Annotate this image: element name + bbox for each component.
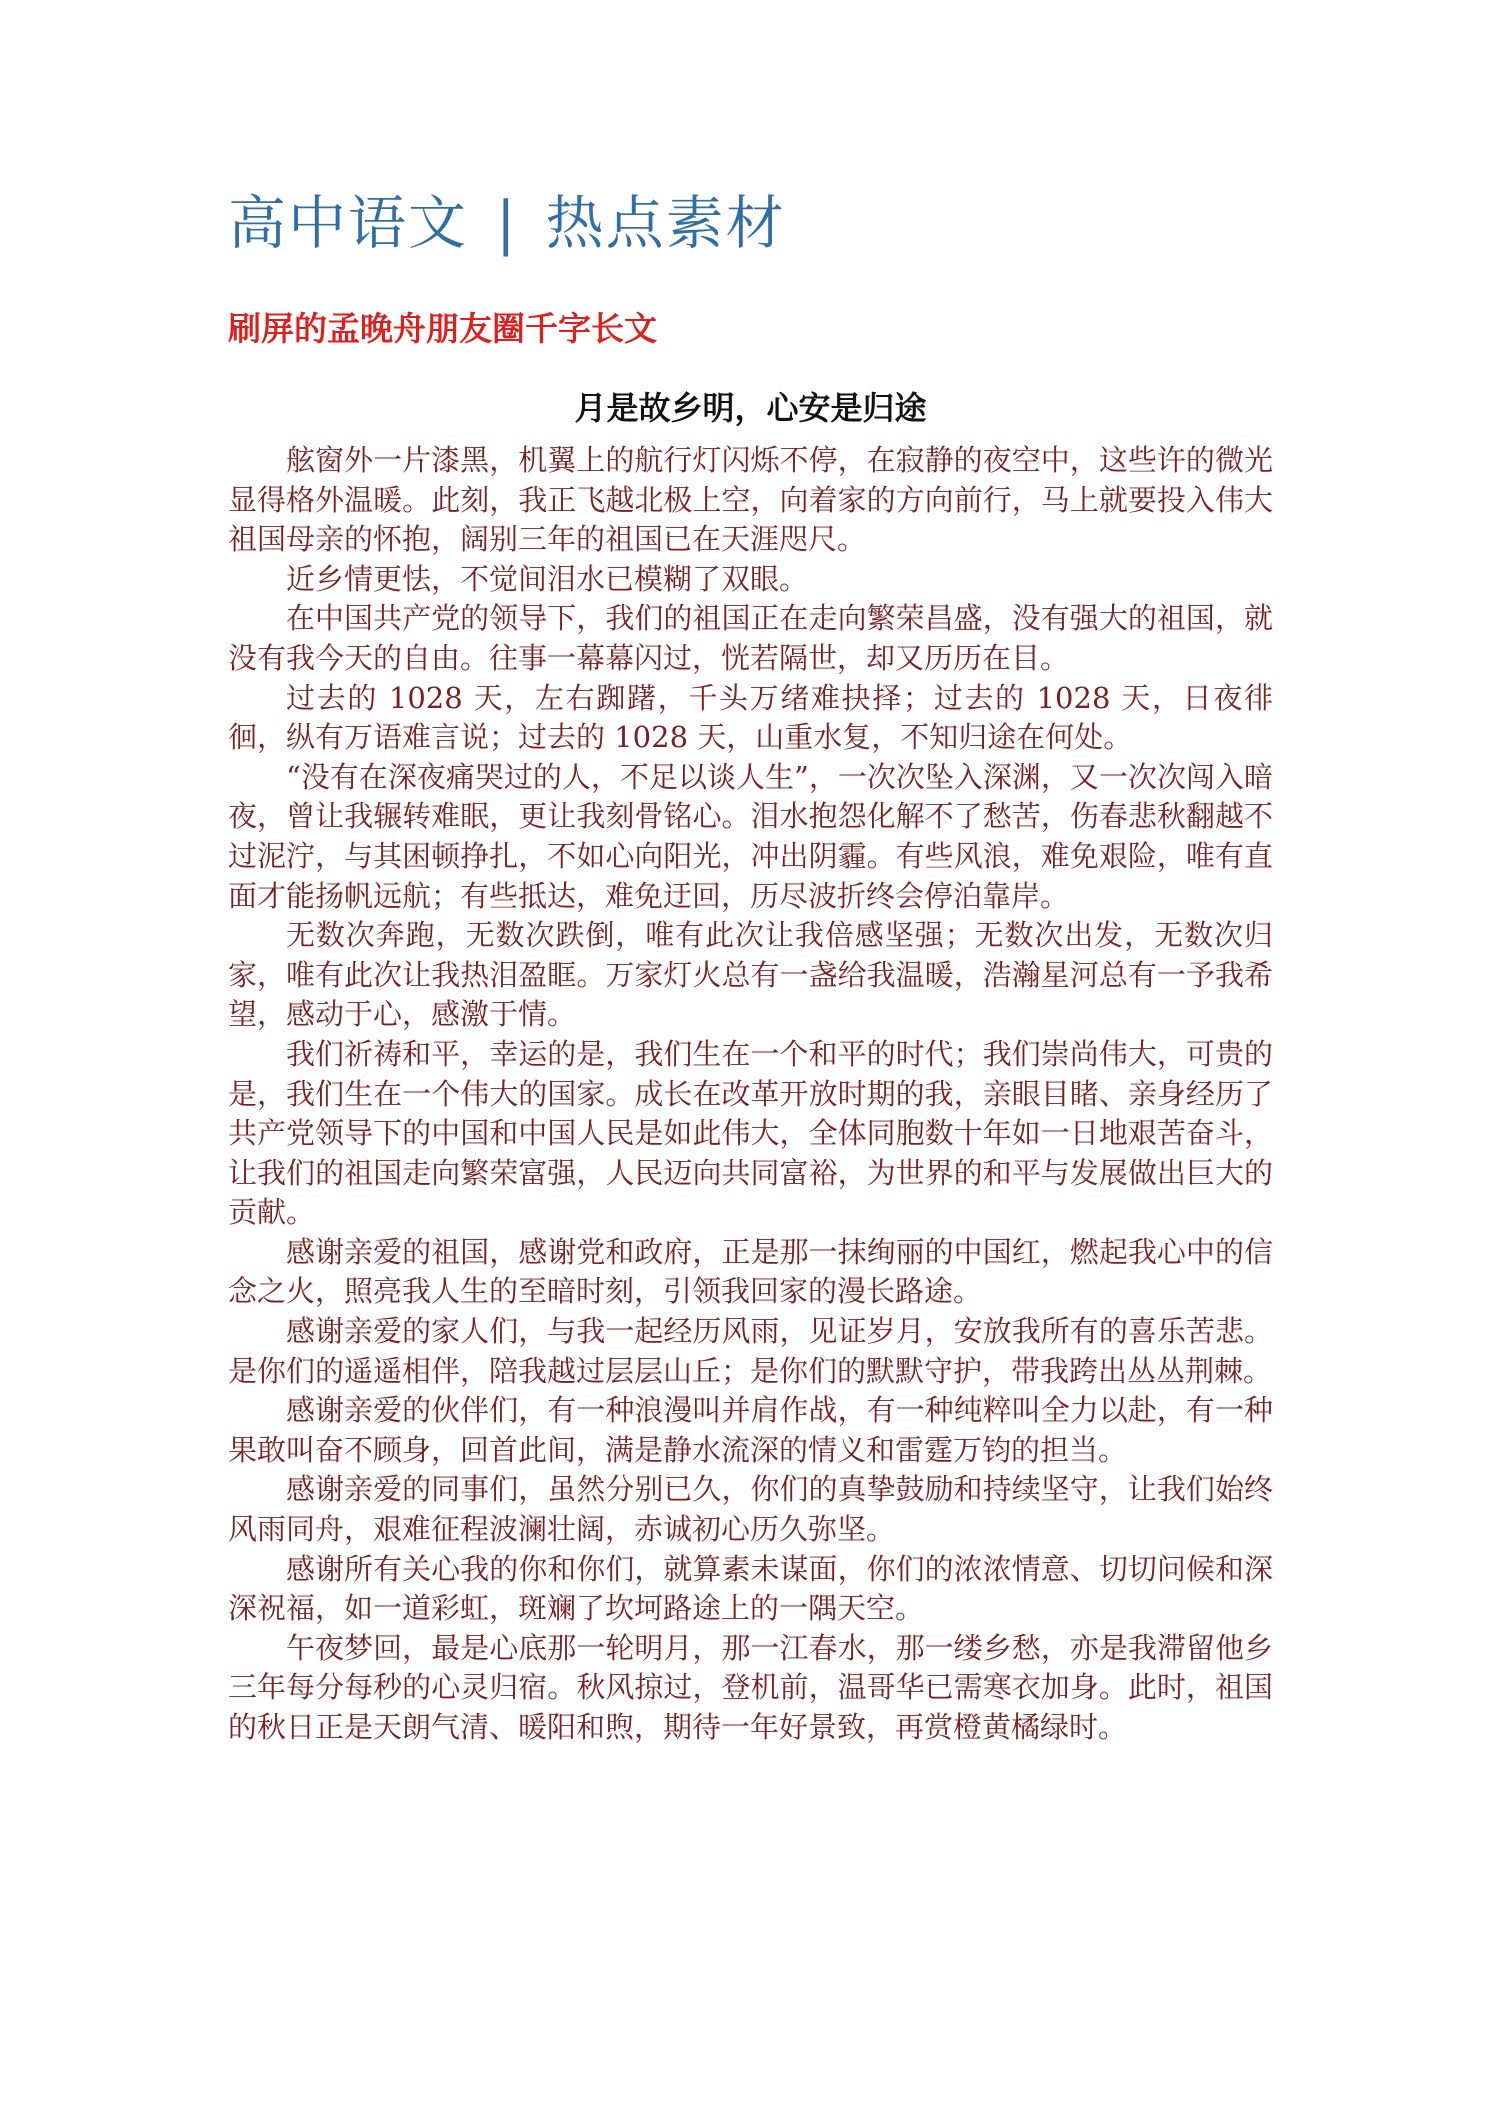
paragraph: 我们祈祷和平，幸运的是，我们生在一个和平的时代；我们崇尚伟大，可贵的是，我们生在一个伟大的国家。成长在改革开放时期的我，亲眼目睹、亲身经历了共产党领导下的中国和中国人民是如此伟大，全体同胞数十年如一日地艰苦奋斗，让我们的祖国走向繁荣富强，人民迈向共同富裕，为世界的和平与发展做出巨大的贡献。 (228, 1036, 1273, 1230)
paragraph: 近乡情更怯，不觉间泪水已模糊了双眼。 (286, 561, 809, 596)
article-body (228, 441, 1273, 1748)
header-title (228, 188, 786, 258)
paragraph: 感谢亲爱的祖国，感谢党和政府，正是那一抹绚丽的中国红，燃起我心中的信念之火，照亮我人生的至暗时刻，引领我回家的漫长路途。 (228, 1234, 1273, 1309)
paragraph: 舷窗外一片漆黑，机翼上的航行灯闪烁不停，在寂静的夜空中，这些许的微光显得格外温暖。此刻，我正飞越北极上空，向着家的方向前行，马上就要投入伟大祖国母亲的怀抱，阔别三年的祖国已在天涯咫尺。 (228, 443, 1273, 557)
paragraph: 无数次奔跑，无数次跌倒，唯有此次让我倍感坚强；无数次出发，无数次归家，唯有此次让我热泪盈眶。万家灯火总有一盏给我温暖，浩瀚星河总有一予我希望，感动于心，感激于情。 (228, 918, 1273, 1032)
paragraph: 午夜梦回，最是心底那一轮明月，那一江春水，那一缕乡愁，亦是我滞留他乡三年每分每秒的心灵归宿。秋风掠过，登机前，温哥华已需寒衣加身。此时，祖国的秋日正是天朗气清、暖阳和煦，期待一年好景致，再赏橙黄橘绿时。 (228, 1630, 1273, 1744)
paragraph: 感谢亲爱的伙伴们，有一种浪漫叫并肩作战，有一种纯粹叫全力以赴，有一种果敢叫奋不顾身，回首此间，满是静水流深的情义和雷霆万钧的担当。 (228, 1393, 1273, 1467)
header-separator: | (496, 189, 518, 257)
paragraph: 感谢亲爱的家人们，与我一起经历风雨，见证岁月，安放我所有的喜乐苦悲。是你们的遥遥相伴，陪我越过层层山丘；是你们的默默守护，带我跨出丛丛荆棘。 (228, 1314, 1273, 1388)
paragraph: 在中国共产党的领导下，我们的祖国正在走向繁荣昌盛，没有强大的祖国，就没有我今天的自由。往事一幕幕闪过，恍若隔世，却又历历在目。 (228, 601, 1273, 675)
header-topic: 热点素材 (545, 189, 786, 257)
paragraph: 感谢所有关心我的你和你们，就算素未谋面，你们的浓浓情意、切切问候和深深祝福，如一道彩虹，斑斓了坎坷路途上的一隅天空。 (228, 1551, 1273, 1626)
paragraph: “没有在深夜痛哭过的人，不足以谈人生”，一次次坠入深渊，又一次次闯入暗夜，曾让我辗转难眠，更让我刻骨铭心。泪水抱怨化解不了愁苦，伤春悲秋翻越不过泥泞，与其困顿挣扎，不如心向阳光，冲出阴霾。有些风浪，难免艰险，唯有直面才能扬帆远航；有些抵达，难免迂回，历尽波折终会停泊靠岸。 (228, 759, 1273, 913)
article-subtitle: 刷屏的孟晚舟朋友圈千字长文 (228, 309, 657, 348)
paragraph: 感谢亲爱的同事们，虽然分别已久，你们的真挚鼓励和持续坚守，让我们始终风雨同舟，艰难征程波澜壮阔，赤诚初心历久弥坚。 (228, 1472, 1273, 1547)
header-subject: 高中语文 (228, 189, 469, 257)
article-title: 月是故乡明，心安是归途 (574, 389, 927, 427)
paragraph: 过去的 1028 天，左右踟躇，千头万绪难抉择；过去的 1028 天，日夜徘徊，纵有万语难言说；过去的 1028 天，山重水复，不知归途在何处。 (228, 680, 1273, 755)
